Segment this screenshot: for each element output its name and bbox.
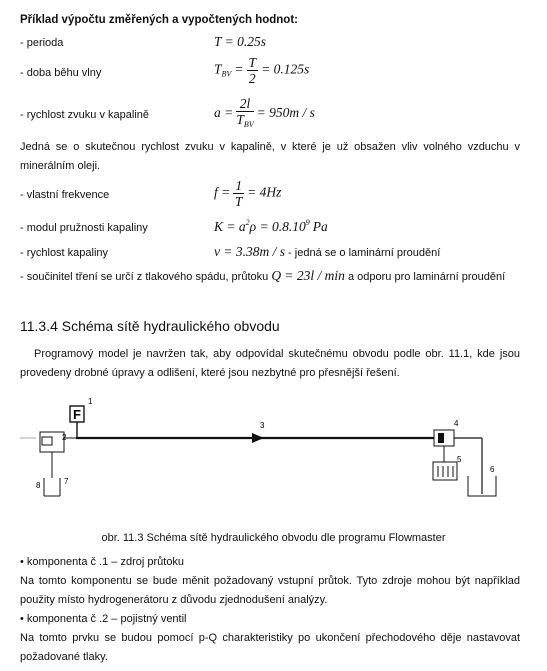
svg-text:5: 5 [457,455,462,464]
svg-text:1: 1 [88,397,93,406]
section-intro: Programový model je navržen tak, aby odpovídal skutečnému obvodu podle obr. 11.1, kde jsou provedeny drobné úpravy a odlišení, které jsou nezbytné pro přesnější řešení. [20,348,520,379]
runtime-label: - doba běhu vlny [20,67,102,79]
sound-formula: a = $\frac{2l}{T_{BV}}$ = 950m / s [214,96,315,129]
period-label: - perioda [20,37,64,49]
svg-text:7: 7 [64,477,69,486]
hydraulic-circuit-diagram [20,392,530,524]
section-title: 11.3.4 Schéma sítě hydraulického obvodu [20,318,280,334]
sound-note: Jedná se o skutečnou rychlost zvuku v kapalině, v které je už obsažen vliv volného vzduchu v minerálním oleji. [20,141,520,172]
component-2-text: Na tomto prvku se budou pomocí p-Q charakteristiky po ukončení přechodového děje nastavovat požadované tlaky. [20,632,520,663]
component-1-title: • komponenta č .1 – zdroj průtoku [20,556,185,568]
figure-caption: obr. 11.3 Schéma sítě hydraulického obvodu dle programu Flowmaster [101,532,446,544]
svg-text:2: 2 [62,433,67,442]
period-formula: T = 0.25s [214,34,267,49]
component-1-text: Na tomto komponentu se bude měnit požadovaný vstupní průtok. Tyto zdroje mohou být například použity místo hydrogenerátoru z důvodu zjednodušení analýzy. [20,575,520,606]
freq-formula: f = $\frac{1}{T}$ = 4Hz [214,178,282,209]
sound-label: - rychlost zvuku v kapalině [20,109,149,121]
velocity-label: - rychlost kapaliny [20,247,109,259]
example-heading: Příklad výpočtu změřených a vypočtených hodnot: [20,14,298,26]
modulus-formula: $K = a^2\rho = 0.8.10^9$ Pa [214,218,328,234]
velocity-formula: v = 3.38m / s - jedná se o laminární proudění [214,244,441,259]
flow-source-letter: F [73,407,81,422]
component-2-title: • komponenta č .2 – pojistný ventil [20,613,187,625]
svg-text:6: 6 [490,465,495,474]
svg-text:4: 4 [454,419,459,428]
modulus-label: - modul pružnosti kapaliny [20,222,148,234]
runtime-formula: $T_{BV}$ = $\frac{T}{2}$ = 0.125s [214,55,310,86]
friction-line: - součinitel tření se určí z tlakového spádu, průtoku Q = 23l / min a odporu pro laminární proudění [20,268,506,283]
freq-label: - vlastní frekvence [20,189,110,201]
svg-text:3: 3 [260,421,265,430]
svg-text:8: 8 [36,481,41,490]
